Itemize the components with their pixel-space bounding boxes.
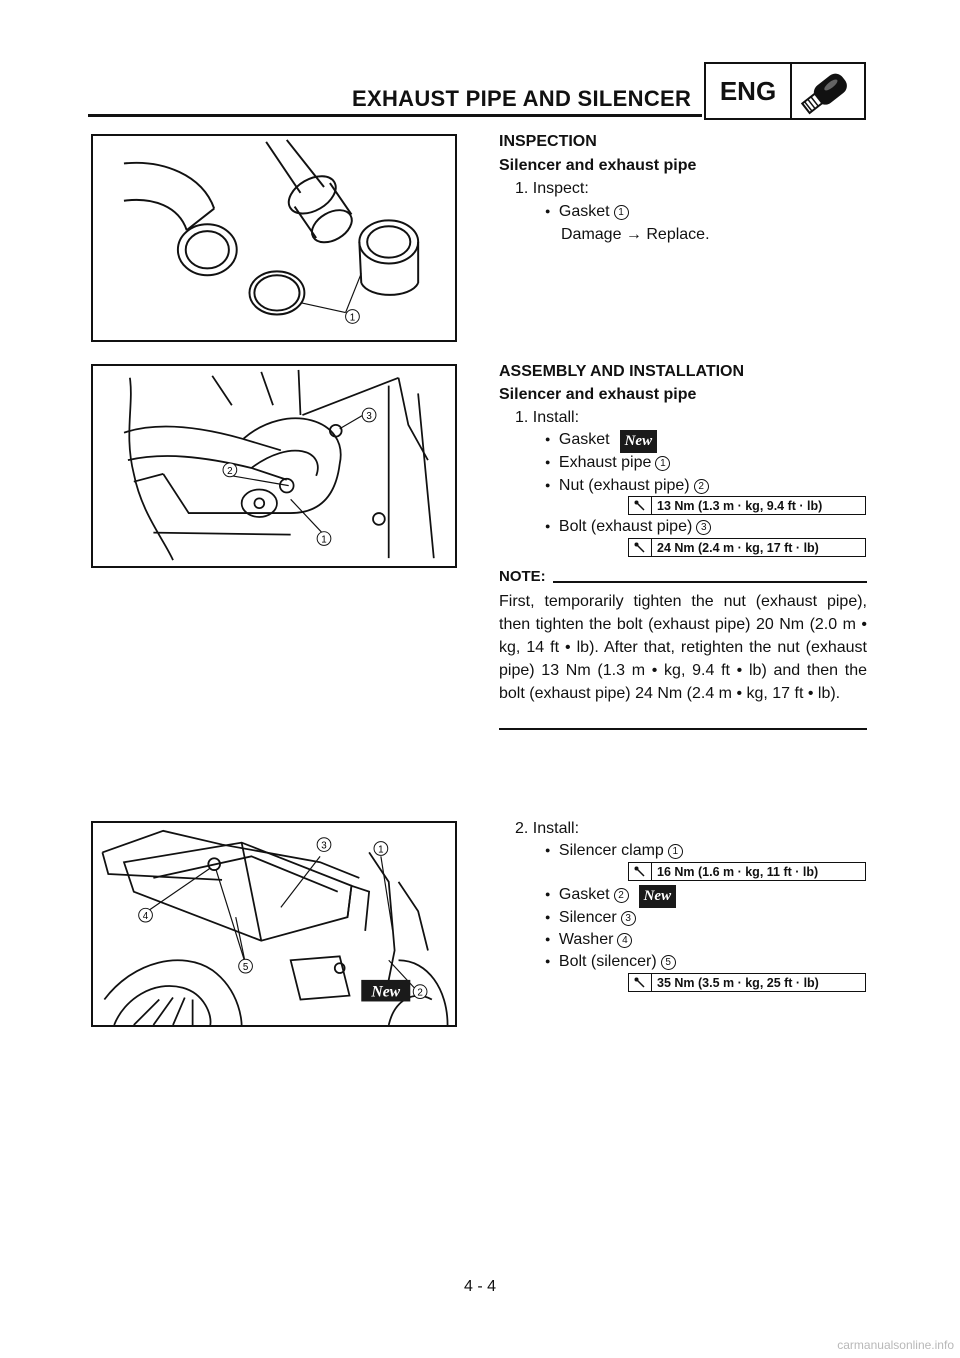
assembly-heading: ASSEMBLY AND INSTALLATION	[499, 363, 745, 380]
inspection-step-1: 1. Inspect:	[515, 180, 589, 197]
callout-1: 1	[378, 844, 384, 856]
section-code: ENG	[706, 64, 792, 118]
torque-spec-nut: 13 Nm (1.3 m · kg, 9.4 ft · lb)	[628, 496, 866, 515]
ref-circle: 3	[696, 520, 711, 535]
callout-1: 1	[321, 534, 327, 546]
ref-circle: 2	[614, 888, 629, 903]
page-title: EXHAUST PIPE AND SILENCER	[352, 86, 692, 111]
callout-4: 4	[142, 911, 149, 923]
item-gasket: ● Gasket New	[545, 430, 657, 453]
ref-circle: 2	[694, 479, 709, 494]
item-bolt-silencer: ● Bolt (silencer) 5	[545, 952, 676, 973]
ref-circle: 1	[655, 456, 670, 471]
engine-piston-icon	[794, 66, 862, 116]
ref-circle: 1	[668, 844, 683, 859]
page-number: 4 - 4	[463, 1278, 496, 1295]
note-text: First, temporarily tighten the nut (exhaust pipe), then tighten the bolt (exhaust pipe) 20 Nm (2.0 m • kg, 14 ft • lb). After that, retighten the nut (exhaust pipe) 13 Nm (1.3 m • kg, 9.4 ft • lb) and then the bolt (exhaust pipe) 24 Nm (2.4 m • kg, 17 ft • lb).	[499, 593, 867, 702]
torque-spec-bolt: 24 Nm (2.4 m · kg, 17 ft · lb)	[628, 538, 866, 557]
item-washer: ● Washer 4	[545, 930, 632, 951]
ref-circle: 3	[621, 911, 636, 926]
callout-3: 3	[321, 840, 327, 852]
item-exhaust-pipe: ● Exhaust pipe 1	[545, 453, 670, 474]
item-bolt-exhaust-pipe: ● Bolt (exhaust pipe) 3	[545, 517, 711, 538]
assembly-step-1: 1. Install:	[515, 409, 580, 426]
item-silencer-clamp: ● Silencer clamp 1	[545, 841, 683, 862]
section-tab	[704, 62, 866, 120]
item-silencer: ● Silencer 3	[545, 908, 636, 929]
ref-circle: 1	[614, 205, 629, 220]
new-part-badge: New	[620, 430, 658, 453]
callout-2: 2	[417, 987, 423, 999]
note-label: NOTE:	[499, 568, 546, 585]
item-gasket-2: ● Gasket 2 New	[545, 885, 676, 908]
figure-gasket-inspection	[91, 134, 457, 342]
torque-wrench-icon	[629, 974, 652, 991]
torque-wrench-icon	[629, 497, 652, 514]
assembly-step-2: 2. Install:	[515, 820, 580, 837]
callout-2: 2	[227, 465, 233, 477]
note-rule-top	[553, 581, 867, 583]
exhaust-pipe-illustration	[93, 366, 455, 566]
inspection-heading: INSPECTION	[499, 133, 597, 150]
inspection-item-gasket: ● Gasket 1	[545, 202, 629, 223]
callout-1: 1	[349, 312, 356, 324]
callout-3: 3	[366, 410, 372, 422]
ref-circle: 5	[661, 955, 676, 970]
callout-5: 5	[242, 962, 249, 974]
torque-wrench-icon	[629, 863, 652, 880]
note-rule-bottom	[499, 728, 867, 730]
inspection-subheading: Silencer and exhaust pipe	[499, 157, 697, 174]
figure-silencer-installation	[91, 821, 457, 1027]
inspection-item-action: Damage → Replace.	[561, 226, 710, 243]
gasket-illustration	[93, 136, 455, 340]
figure-exhaust-pipe-installation	[91, 364, 457, 568]
new-part-badge: New	[639, 885, 677, 908]
item-nut-exhaust-pipe: ● Nut (exhaust pipe) 2	[545, 476, 709, 497]
assembly-subheading: Silencer and exhaust pipe	[499, 386, 697, 403]
header-rule	[88, 114, 702, 117]
torque-spec-clamp: 16 Nm (1.6 m · kg, 11 ft · lb)	[628, 862, 866, 881]
watermark: carmanualsonline.info	[837, 1338, 954, 1352]
ref-circle: 4	[617, 933, 632, 948]
torque-spec-bolt-silencer: 35 Nm (3.5 m · kg, 25 ft · lb)	[628, 973, 866, 992]
new-part-badge: New	[371, 983, 401, 1001]
silencer-illustration	[93, 823, 455, 1025]
torque-wrench-icon	[629, 539, 652, 556]
